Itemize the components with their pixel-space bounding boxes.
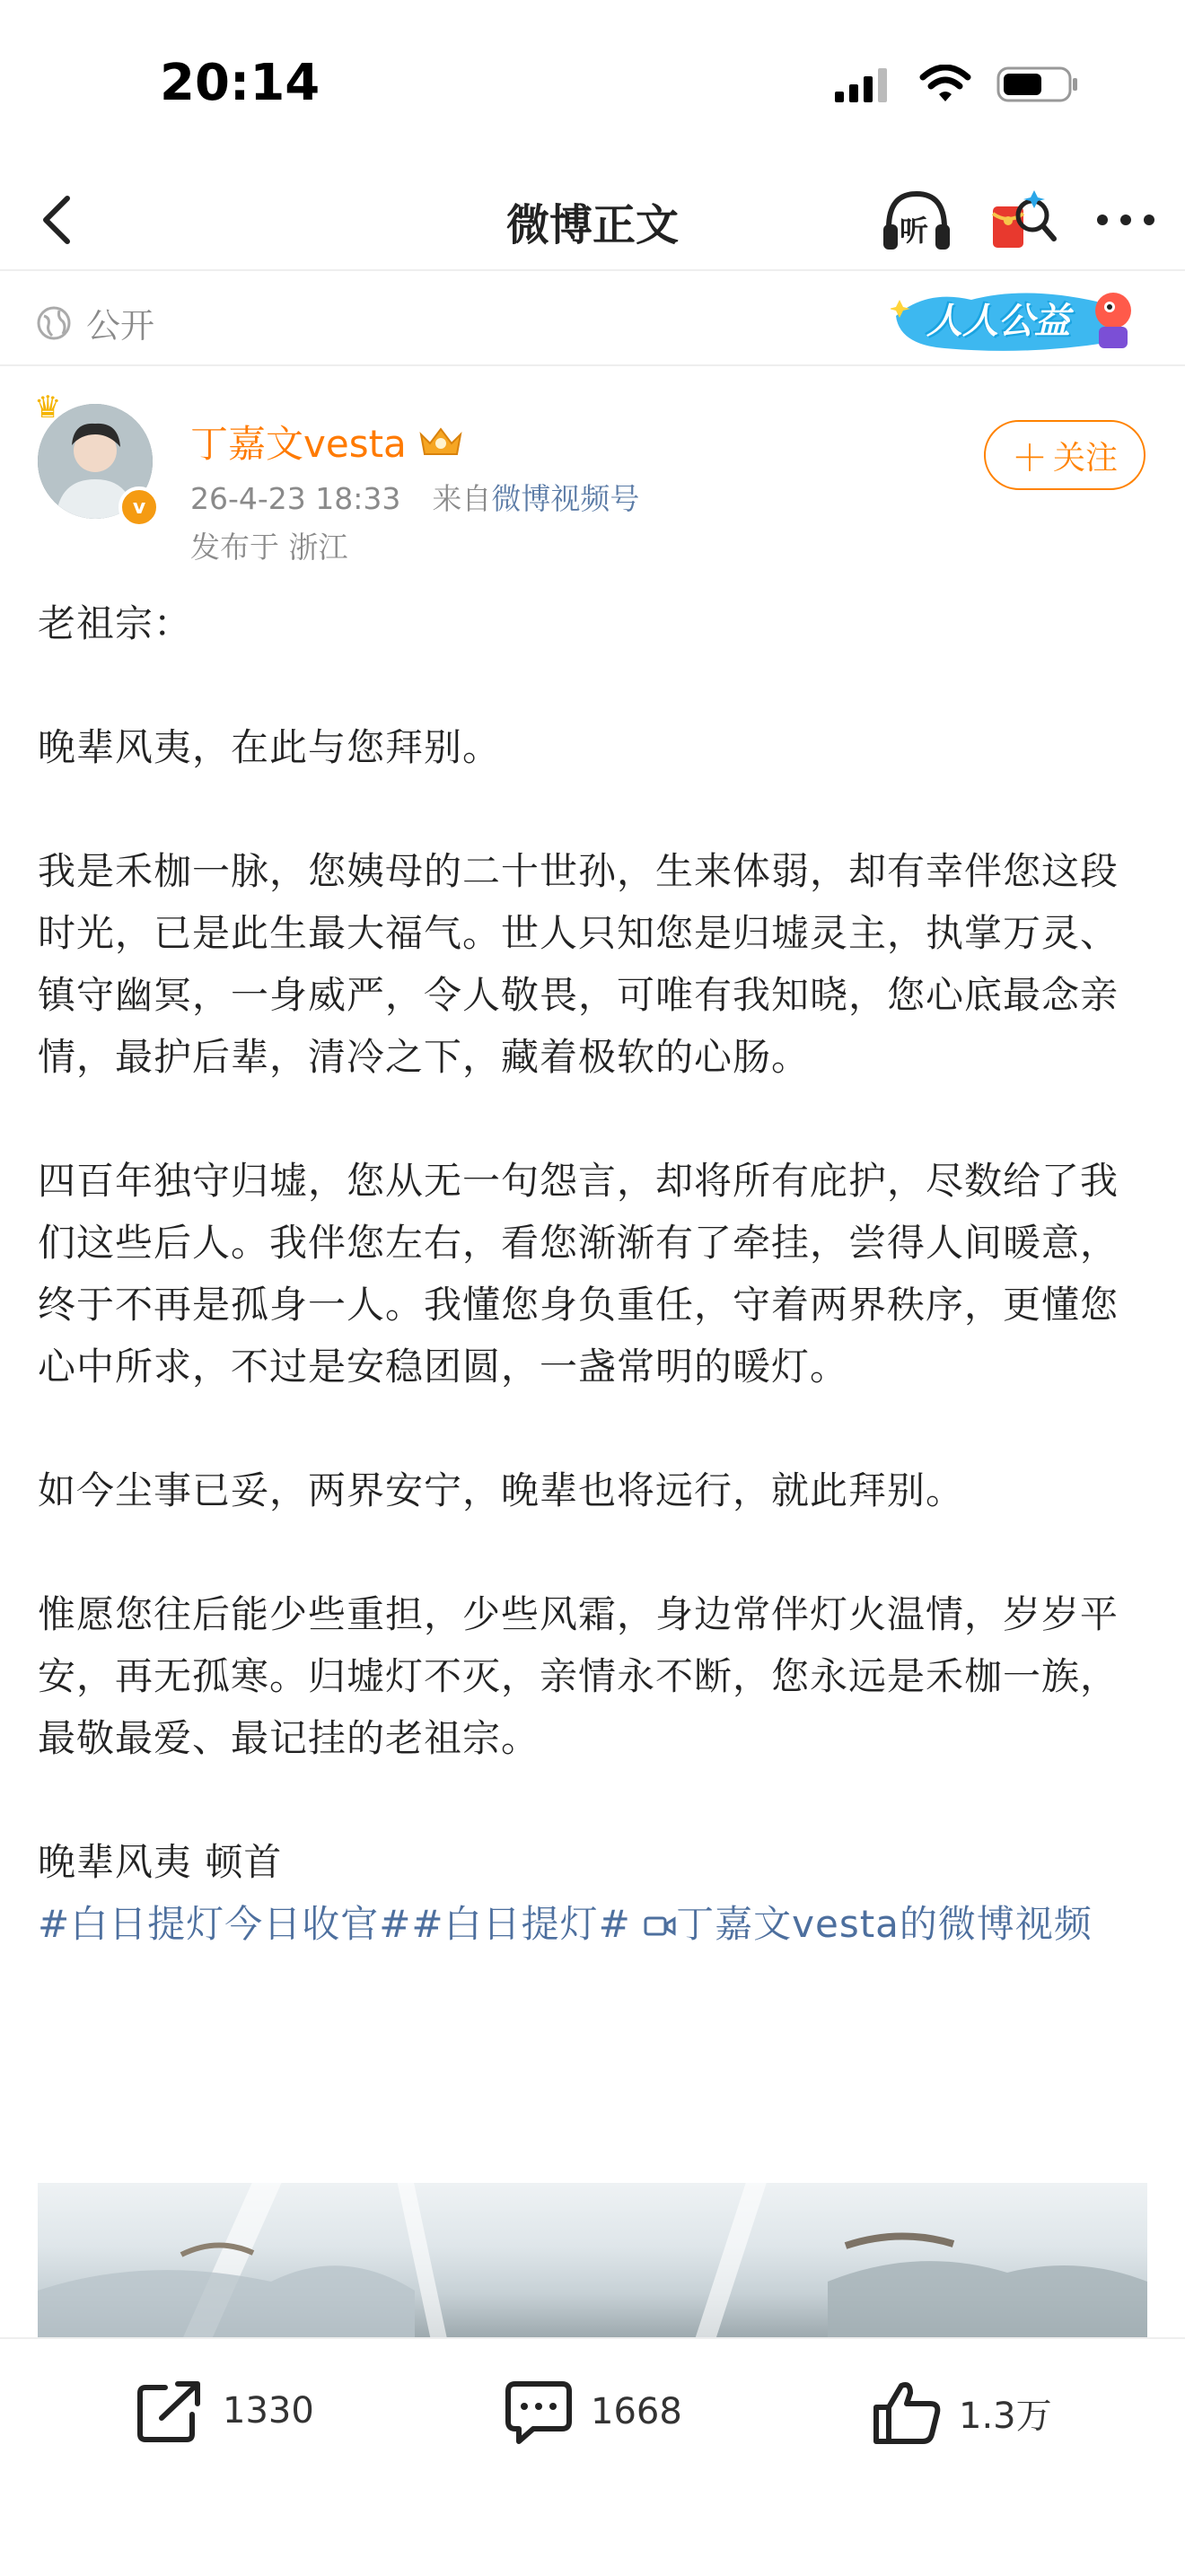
video-link[interactable]: 丁嘉文vesta的微博视频 [676,1902,1093,1946]
verified-badge: v [118,486,160,528]
comment-icon [503,2379,575,2445]
globe-icon [36,305,72,341]
repost-button[interactable] [135,2379,314,2443]
listen-label: 听 [900,214,929,248]
status-bar [0,0,1185,171]
comment-count: 1668 [591,2391,682,2432]
charity-label: 人人公益 [926,301,1070,342]
comment-button[interactable] [503,2379,682,2445]
listen-button[interactable] [880,183,953,257]
nav-bar [0,171,1185,271]
source-prefix: 来自 [432,481,492,516]
clock: 20:14 [160,54,320,112]
action-bar [0,2337,1185,2576]
red-packet-search-icon [989,183,1058,257]
visibility-indicator [36,298,154,347]
red-packet-button[interactable] [989,183,1058,257]
post-tags-row [38,1893,1151,1958]
like-count: 1.3万 [959,2395,1052,2437]
post-signature: 晚辈风夷 顿首 [38,1840,283,1884]
wifi-icon [919,65,971,104]
like-button[interactable] [871,2379,1052,2447]
plus-icon: ＋ [1011,437,1048,479]
share-icon [135,2379,206,2443]
author-name[interactable]: 丁嘉文vesta [190,422,407,466]
status-icons [833,65,1079,104]
video-thumbnail[interactable] [38,2183,1147,2341]
visibility-row [0,271,1185,366]
vip-crown-icon [416,424,466,460]
video-link-icon [644,1896,676,1958]
hashtag-links[interactable]: #白日提灯今日收官##白日提灯# [38,1902,631,1946]
repost-count: 1330 [223,2390,314,2431]
post-paragraph: 惟愿您往后能少些重担，少些风霜，身边常伴灯火温情，岁岁平安，再无孤寒。归墟灯不灭，亲情永不断，您永远是禾枷一族，最敬最爱、最记挂的老祖宗。 [38,1592,1119,1760]
author-name-row[interactable] [190,415,466,469]
thumbs-up-icon [871,2379,943,2447]
post-body [38,592,1151,1958]
battery-icon [996,65,1079,104]
post-paragraph: 我是禾枷一脉，您姨母的二十世孙，生来体弱，却有幸伴您这段时光，已是此生最大福气。世人只知您是归墟灵主，执掌万灵、镇守幽冥，一身威严，令人敬畏，可唯有我知晓，您心底最念亲情，最护后辈，清冷之下，藏着极软的心肠。 [38,849,1119,1079]
cloud-scene [38,2183,1147,2341]
visibility-label: 公开 [86,306,155,346]
crown-icon: ♛ [34,390,62,425]
page-title: 微博正文 [505,200,679,250]
charity-banner[interactable] [891,280,1142,355]
follow-button[interactable] [984,420,1146,490]
back-button[interactable] [25,188,88,251]
post-paragraph: 老祖宗： [38,601,193,645]
chevron-left-icon [39,193,75,247]
post-paragraph: 晚辈风夷，在此与您拜别。 [38,725,502,769]
post-timestamp: 26-4-23 18:33 [190,481,401,516]
post-paragraph: 四百年独守归墟，您从无一句怨言，却将所有庇护，尽数给了我们这些后人。我伴您左右，看您渐渐有了牵挂，尝得人间暖意，终于不再是孤身一人。我懂您身负重任，守着两界秩序，更懂您心中所求，不过是安稳团圆，一盏常明的暖灯。 [38,1159,1119,1389]
follow-label: 关注 [1052,439,1118,477]
post-paragraph: 如今尘事已妥，两界安宁，晚辈也将远行，就此拜别。 [38,1468,965,1512]
cellular-signal-icon [833,66,894,102]
more-dots-icon [1096,214,1155,226]
nav-actions [880,183,1158,257]
more-button[interactable] [1093,183,1158,257]
post-meta [190,476,639,518]
author-header [0,377,1185,565]
post-location: 发布于 浙江 [190,530,348,565]
source-link[interactable]: 微博视频号 [491,481,640,516]
